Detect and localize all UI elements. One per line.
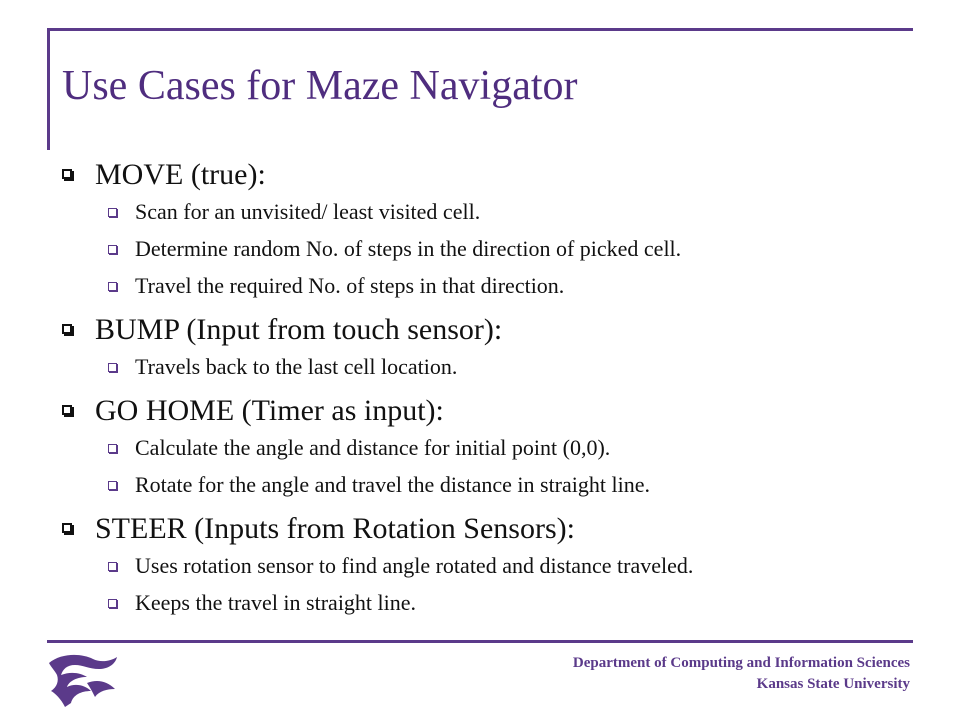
sub-bullet-item [60,547,940,584]
sub-bullet-item [60,230,940,267]
sub-bullet-text: Calculate the angle and distance for initial point (0,0). [135,435,611,460]
square-bullet-icon [62,169,72,179]
wildcat-logo-icon [47,653,119,709]
small-square-bullet-icon [108,562,117,571]
footer-university: Kansas State University [756,676,910,692]
sub-bullet-item [60,429,940,466]
footer-department: Department of Computing and Information Sciences [572,655,910,671]
sub-bullet-text: Travel the required No. of steps in that direction. [135,273,565,298]
sub-bullet-text: Keeps the travel in straight line. [135,590,417,615]
bullet-list [60,156,940,621]
section-heading-text: BUMP (Input from touch sensor): [95,313,503,346]
section-heading [60,311,940,348]
section-heading-text: GO HOME (Timer as input): [95,394,444,427]
sub-bullet-item [60,267,940,304]
frame-left-rule [47,28,50,150]
section-heading-text: MOVE (true): [95,158,266,191]
frame-top-rule [47,28,913,31]
square-bullet-icon [62,324,72,334]
section-heading [60,392,940,429]
section-heading [60,156,940,193]
small-square-bullet-icon [108,444,117,453]
sub-bullet-item [60,466,940,503]
frame-bottom-rule [47,640,913,643]
small-square-bullet-icon [108,599,117,608]
small-square-bullet-icon [108,208,117,217]
square-bullet-icon [62,523,72,533]
sub-bullet-text: Uses rotation sensor to find angle rotated and distance traveled. [135,553,694,578]
small-square-bullet-icon [108,363,117,372]
small-square-bullet-icon [108,245,117,254]
section-heading-text: STEER (Inputs from Rotation Sensors): [95,512,575,545]
footer [573,653,910,695]
sub-bullet-text: Determine random No. of steps in the direction of picked cell. [135,236,682,261]
sub-bullet-text: Rotate for the angle and travel the distance in straight line. [135,472,650,497]
sub-bullet-text: Scan for an unvisited/ least visited cell. [135,199,481,224]
slide-title: Use Cases for Maze Navigator [62,63,578,109]
section-heading [60,510,940,547]
sub-bullet-item [60,193,940,230]
sub-bullet-item [60,584,940,621]
square-bullet-icon [62,405,72,415]
sub-bullet-text: Travels back to the last cell location. [135,354,458,379]
small-square-bullet-icon [108,481,117,490]
small-square-bullet-icon [108,282,117,291]
sub-bullet-item [60,348,940,385]
